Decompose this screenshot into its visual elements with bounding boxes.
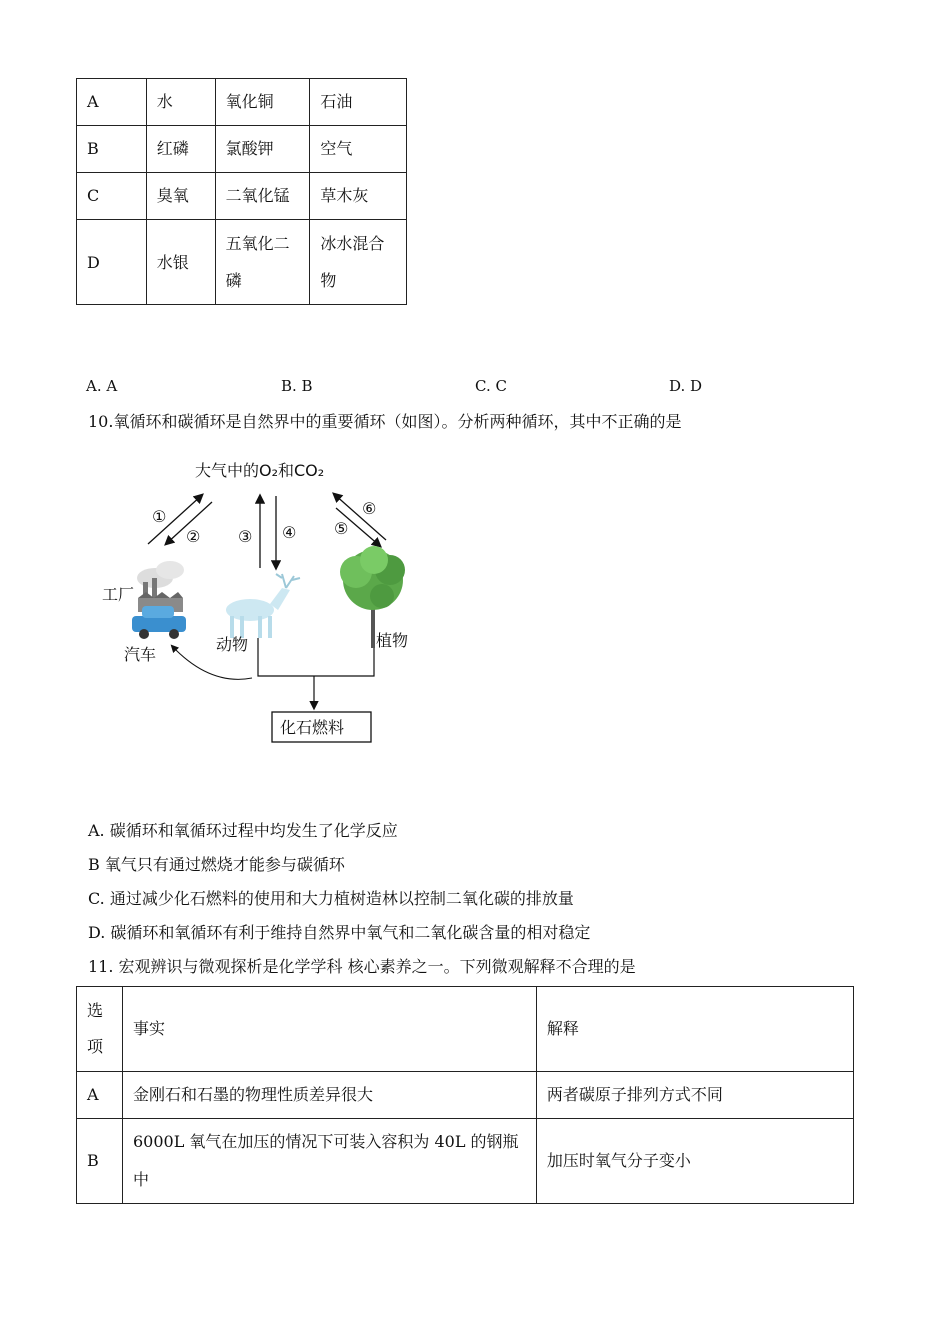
table-cell: 红磷 (146, 126, 215, 173)
label-1: ① (152, 507, 167, 526)
table-cell: 两者碳原子排列方式不同 (536, 1072, 853, 1119)
table-cell: B (77, 126, 147, 173)
fossil-label: 化石燃料 (280, 718, 345, 737)
header-option-text: 选项 (87, 1001, 104, 1056)
table-header-row (77, 987, 854, 1072)
table-cell: 水银 (146, 220, 215, 305)
label-5: ⑤ (334, 519, 349, 538)
table-cell: 石油 (310, 79, 407, 126)
table-cell: 草木灰 (310, 173, 407, 220)
animal-label: 动物 (216, 635, 249, 654)
factory-label: 工厂 (102, 585, 135, 604)
table-cell: 氯酸钾 (215, 126, 310, 173)
table-cell: 水 (146, 79, 215, 126)
q9-option-a[interactable]: A. A (86, 377, 118, 395)
q11-stem: 11. 宏观辨识与微观探析是化学学科 核心素养之一。下列微观解释不合理的是 (88, 957, 636, 976)
deer-icon (226, 574, 300, 638)
table-cell: 6000L 氧气在加压的情况下可装入容积为 40L 的钢瓶中 (122, 1119, 536, 1204)
table-row (77, 126, 407, 173)
table-cell: 氧化铜 (215, 79, 310, 126)
table-cell: 臭氧 (146, 173, 215, 220)
q9-option-b[interactable]: B. B (281, 377, 313, 395)
label-4: ④ (282, 523, 297, 542)
table-cell: 加压时氧气分子变小 (536, 1119, 853, 1204)
connector-line (258, 638, 374, 676)
q10-option-a[interactable]: A. 碳循环和氧循环过程中均发生了化学反应 (88, 821, 398, 840)
table-cell: A (77, 79, 147, 126)
factory-icon (137, 561, 184, 612)
table-row (77, 1119, 854, 1204)
table-cell: C (77, 173, 147, 220)
q10-option-c[interactable]: C. 通过减少化石燃料的使用和大力植树造林以控制二氧化碳的排放量 (88, 889, 574, 908)
label-2: ② (186, 527, 201, 546)
plant-label: 植物 (376, 631, 409, 650)
explanation-table (76, 986, 854, 1204)
table-row (77, 1072, 854, 1119)
table-cell: B (77, 1119, 123, 1204)
header-fact: 事实 (122, 987, 536, 1072)
q10-option-b[interactable]: B 氧气只有通过燃烧才能参与碳循环 (88, 855, 345, 874)
classification-table (76, 78, 407, 305)
table-row (77, 79, 407, 126)
table-row (77, 220, 407, 305)
carbon-oxygen-cycle-diagram (90, 450, 430, 750)
car-label: 汽车 (124, 645, 157, 664)
header-explanation: 解释 (536, 987, 853, 1072)
table-cell: 空气 (310, 126, 407, 173)
q10-option-d[interactable]: D. 碳循环和氧循环有利于维持自然界中氧气和二氧化碳含量的相对稳定 (88, 923, 591, 942)
label-6: ⑥ (362, 499, 377, 518)
q9-option-d[interactable]: D. D (669, 377, 703, 395)
header-option (77, 987, 123, 1072)
table-cell: A (77, 1072, 123, 1119)
label-3: ③ (238, 527, 253, 546)
table-cell: 五氧化二磷 (215, 220, 310, 305)
atmosphere-label: 大气中的O₂和CO₂ (195, 461, 325, 480)
table-cell: 金刚石和石墨的物理性质差异很大 (122, 1072, 536, 1119)
q9-option-c[interactable]: C. C (475, 377, 507, 395)
table-cell: 冰水混合物 (310, 220, 407, 305)
table-cell: D (77, 220, 147, 305)
q10-stem: 10.氧循环和碳循环是自然界中的重要循环（如图）。分析两种循环，其中不正确的是 (88, 412, 682, 431)
table-cell: 二氧化锰 (215, 173, 310, 220)
table-row (77, 173, 407, 220)
